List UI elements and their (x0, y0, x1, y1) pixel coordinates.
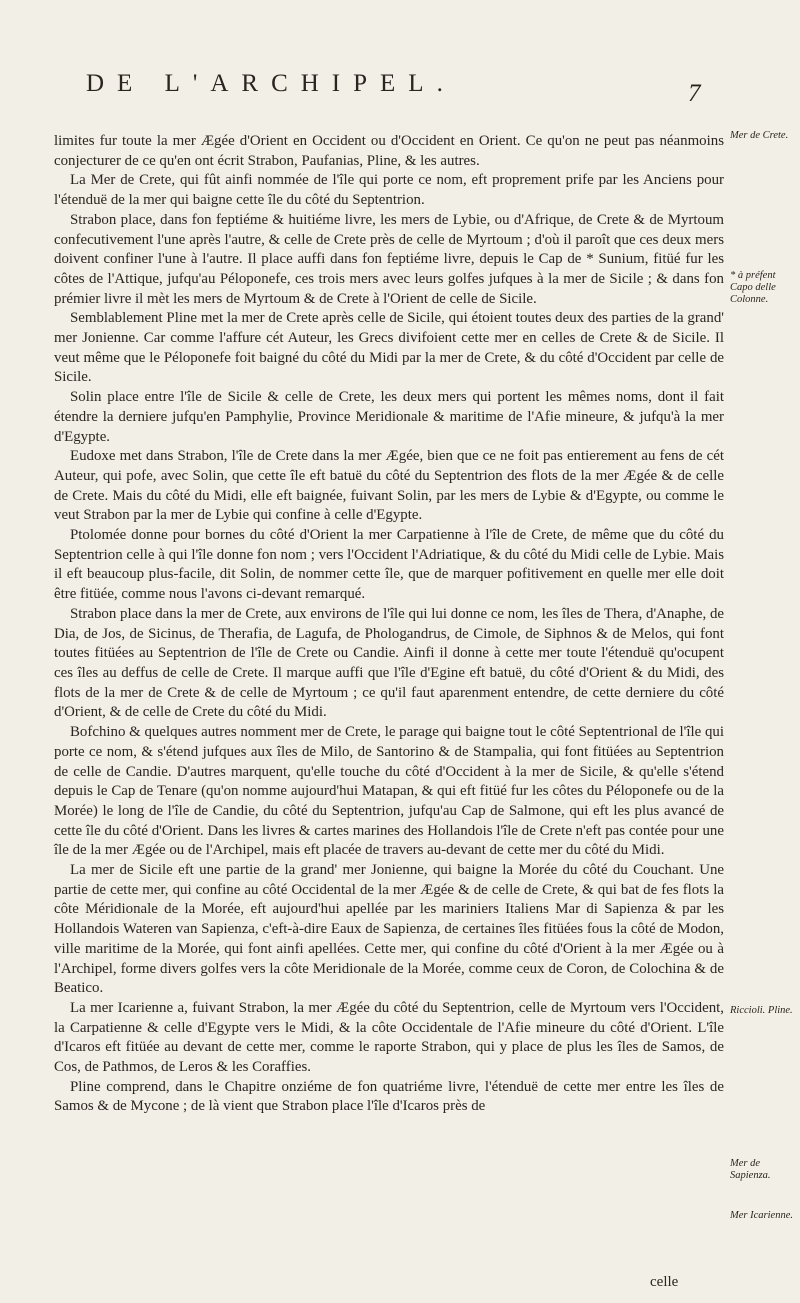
paragraph: La mer Icarienne a, fuivant Strabon, la mer Ægée du côté du Septentrion, celle de Myrtoum vers l'Occident, la Carpatienne & celle d'Egypte vers le Midi, & la côte Occidentale de l'Afie mineure du côté d'Orient. L'île d'Icaros eft fitüée au devant de cette mer, comme le raporte Strabon, qui y place de plus les îles de Samos, de Cos, de Pathmos, de Leros & les Coraffies. (54, 999, 724, 1076)
paragraph: Bofchino & quelques autres nomment mer de Crete, le parage qui baigne tout le côté Septentrional de l'île qui porte ce nom, & s'étend jufques aux îles de Milo, de Santorino & de Stampalia, qui font fitüées au Septentrion de celle de Candie. D'autres marquent, qu'elle touche du côté d'Occident à la mer de Sicile, & qu'elle s'étend depuis le Cap de Tenare (qu'on nomme aujourd'hui Matapan, & qui eft fitüé fur les côtes du Péloponefe ou de la Morée) le long de l'île de Candie, du côté du Septentrion, jufqu'au Cap de Salmone, qui eft les plus avancé de cette île du côté d'Orient. Dans les livres & cartes marines des Hollandois l'île de Crete n'eft pas contée pour une île de la mer Ægée ou de l'Archipel, mais eft placée de travers au-devant de cette mer du côté du Midi. (54, 724, 724, 859)
catchword: celle (650, 1274, 679, 1290)
paragraph: limites fur toute la mer Ægée d'Orient en Occident ou d'Occident en Orient. Ce qu'on ne peut pas néanmoins conjecturer de ce qu'en ont écrit Strabon, Paufanias, Pline, & les autres. (54, 133, 724, 169)
margin-note: Mer Icarienne. (730, 1210, 793, 1221)
margin-note: Mer de Crete. (730, 130, 789, 141)
page-number: 7 (688, 80, 701, 107)
paragraph: Ptolomée donne pour bornes du côté d'Orient la mer Carpatienne à l'île de Crete, de même que du côté du Septentrion celle à qui l'île donne fon nom ; vers l'Occident l'Adriatique, & du côté du Midi celle de Lybie. Mais il eft beaucoup plus-facile, dit Solin, de nommer cette île, que de marquer pofitivement en quelle mer elle doit être fitüée, comme nous l'avons ci-devant remarqué. (54, 527, 724, 603)
paragraph: Solin place entre l'île de Sicile & celle de Crete, les deux mers qui portent les mêmes noms, dont il fait étendre la derniere jufqu'en Pamphylie, Province Meridionale & maritime de l'Afie mineure, & jufqu'à la mer d'Egypte. (54, 389, 724, 445)
paragraph: Semblablement Pline met la mer de Crete après celle de Sicile, qui étoient toutes deux des parties de la grand' mer Jonienne. Car comme l'affure cét Auteur, les Grecs divifoient cette mer en celles de Crete & de Sicile. Il veut même que le Péloponefe foit baigné du côté du Midi par la mer de Crete, & du côté d'Occident par celle de Sicile. (54, 310, 724, 386)
paragraph: La Mer de Crete, qui fût ainfi nommée de l'île qui porte ce nom, eft proprement prife par les Anciens pour l'étenduë de la mer qui baigne cette île du côté du Septentrion. (54, 172, 724, 209)
paragraph: La mer de Sicile eft une partie de la grand' mer Jonienne, qui baigne la Morée du côté du Couchant. Une partie de cette mer, qui confine au côté Occidental de la mer Ægée & de celle de Crete, & qui bat de fes flots la côte Méridionale de la Morée, eft aujourd'hui apellée par les mariniers Italiens Mar di Sapienza & par les Hollandois Wateren van Sapienza, c'eft-à-dire Eaux de Sapienza, de certaines îles fitüées fous la côté de Modon, ville maritime de la Morée, qui font ainfi apellées. Cette mer, qui confine du côté d'Orient à la mer Ægée ou à l'Archipel, forme divers golfes vers la côte Meridionale de la Morée, comme ceux de Coron, de Colochina & de Beatico. (54, 862, 724, 997)
paragraph: Strabon place, dans fon feptiéme & huitiéme livre, les mers de Lybie, ou d'Afrique, de Crete & de Myrtoum confecutivement l'une après l'autre, & celle de Crete près de celle de Myrtoum ; d'où il paroît que ces deux mers doivent confiner l'une à l'autre. Il place auffi dans fon feptiéme livre, depuis le Cap de * Sunium, fitüé fur les côtes de l'Attique, jufqu'au Péloponefe, ces trois mers avec leurs golfes jufques à la mer de Sicile ; & dans fon prémier livre il mèt les mers de Myrtoum & de Crete à l'Orient de celle de Sicile. (54, 211, 724, 307)
running-title: DE L'ARCHIPEL. (86, 70, 456, 97)
margin-note: Mer de Sapienza. (730, 1158, 771, 1181)
paragraph: Pline comprend, dans le Chapitre onziéme de fon quatriéme livre, l'étenduë de cette mer entre les îles de Samos & de Mycone ; de là vient que Strabon place l'île d'Icaros près de (54, 1078, 724, 1115)
body-text (54, 132, 724, 1117)
margin-note: * à préfent Capo delle Colonne. (730, 270, 776, 305)
paragraph: Eudoxe met dans Strabon, l'île de Crete dans la mer Ægée, bien que ce ne foit pas entierement au fens de cét Auteur, qui pofe, avec Solin, que cette île eft batuë du côté du Septentrion des flots de la mer Ægée & de celle de Crete. Mais du côté du Midi, elle eft baignée, fuivant Solin, par les mers de Lybie & d'Egypte, ou comme le veut Strabon par la mer de Lybie qui confine à celle d'Egypte. (54, 448, 724, 524)
margin-note: Riccioli. Pline. (730, 1005, 793, 1016)
paragraph: Strabon place dans la mer de Crete, aux environs de l'île qui lui donne ce nom, les îles de Thera, d'Anaphe, de Dia, de Jos, de Sicinus, de Therafia, de Lagufa, de Phologandrus, de Cimole, de Siphnos & de Melos, qui font toutes fitüées au Septentrion de l'île de Crete ou Candie. Ainfi il donne à cette mer toute l'étenduë qu'ocupent ces îles au deffus de celle de Crete. Il marque auffi que l'île d'Egine eft batuë, du côté d'Orient & du Midi, des flots de la mer de Crete & de celle de Myrtoum ; ce qu'il faut aparenment entendre, de cette derniere du côté d'Orient, & de celle de Crete du côté du Midi. (54, 605, 724, 721)
